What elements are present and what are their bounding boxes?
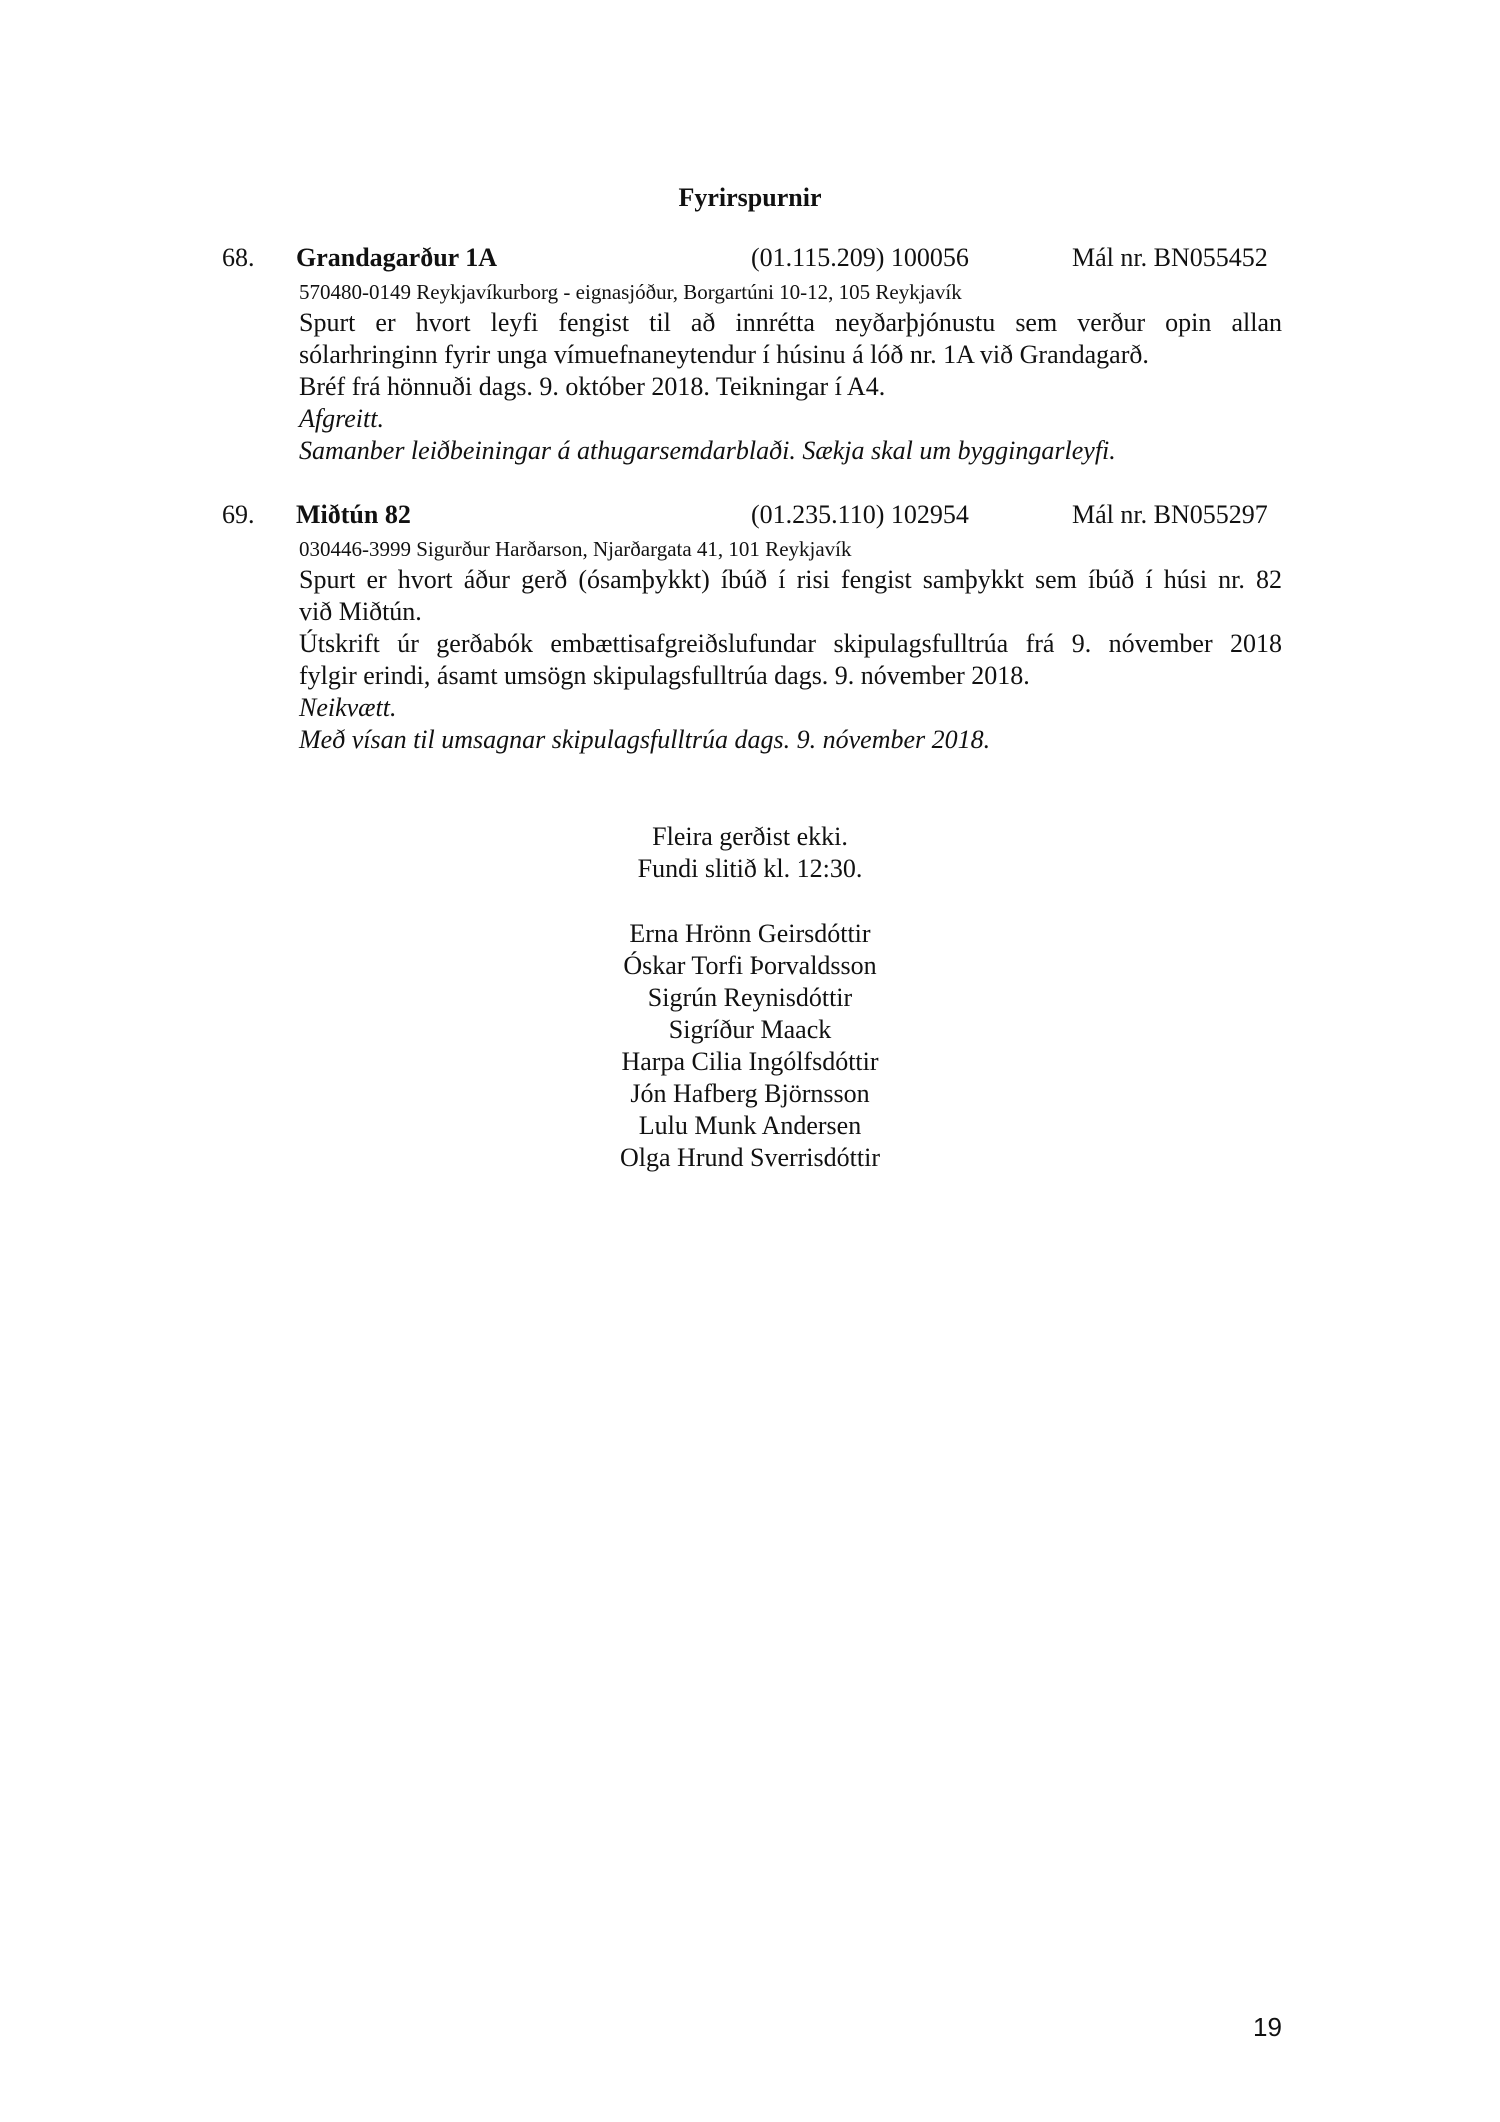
item-applicant: 570480-0149 Reykjavíkurborg - eignasjóður, Borgartúni 10-12, 105 Reykjavík: [299, 280, 962, 304]
item-title: Grandagarður 1A: [296, 243, 498, 272]
item-decision: Neikvætt.: [299, 693, 397, 722]
item-case-number: Mál nr. BN055297: [1072, 500, 1268, 529]
item-text-line: Útskrift úr gerðabók embættisafgreiðslufundar skipulagsfulltrúa frá 9. nóvember 2018: [299, 629, 1282, 658]
item-note: Samanber leiðbeiningar á athugarsemdarblaði. Sækja skal um byggingarleyfi.: [299, 436, 1116, 465]
item-number: 69.: [222, 500, 255, 529]
signatory-name: Sigríður Maack: [668, 1015, 832, 1044]
closing-line: Fundi slitið kl. 12:30.: [637, 854, 863, 883]
item-text-line: sólarhringinn fyrir unga vímuefnaneytendur í húsinu á lóð nr. 1A við Grandagarð.: [299, 340, 1149, 369]
item-reference: (01.235.110) 102954: [751, 500, 969, 529]
item-applicant: 030446-3999 Sigurður Harðarson, Njarðargata 41, 101 Reykjavík: [299, 537, 852, 561]
item-title: Miðtún 82: [296, 500, 411, 529]
signatory-name: Óskar Torfi Þorvaldsson: [623, 951, 877, 980]
item-number: 68.: [222, 243, 255, 272]
closing-line: Fleira gerðist ekki.: [652, 822, 848, 851]
item-decision: Afgreitt.: [299, 404, 384, 433]
signatory-name: Olga Hrund Sverrisdóttir: [620, 1143, 880, 1172]
item-text-line: Bréf frá hönnuði dags. 9. október 2018. Teikningar í A4.: [299, 372, 886, 401]
signatory-name: Lulu Munk Andersen: [638, 1111, 862, 1140]
signatory-name: Erna Hrönn Geirsdóttir: [629, 919, 871, 948]
signatory-name: Harpa Cilia Ingólfsdóttir: [621, 1047, 879, 1076]
item-text-line: Spurt er hvort leyfi fengist til að innrétta neyðarþjónustu sem verður opin allan: [299, 308, 1282, 337]
signatory-name: Sigrún Reynisdóttir: [647, 983, 853, 1012]
page-number: 19: [1253, 2012, 1282, 2042]
item-text-line: við Miðtún.: [299, 597, 422, 626]
signatory-name: Jón Hafberg Björnsson: [630, 1079, 870, 1108]
item-reference: (01.115.209) 100056: [751, 243, 969, 272]
item-text-line: fylgir erindi, ásamt umsögn skipulagsfulltrúa dags. 9. nóvember 2018.: [299, 661, 1030, 690]
item-note: Með vísan til umsagnar skipulagsfulltrúa dags. 9. nóvember 2018.: [299, 725, 991, 754]
item-case-number: Mál nr. BN055452: [1072, 243, 1268, 272]
item-text-line: Spurt er hvort áður gerð (ósamþykkt) íbúð í risi fengist samþykkt sem íbúð í húsi nr. 82: [299, 565, 1282, 594]
section-heading: Fyrirspurnir: [678, 183, 822, 212]
